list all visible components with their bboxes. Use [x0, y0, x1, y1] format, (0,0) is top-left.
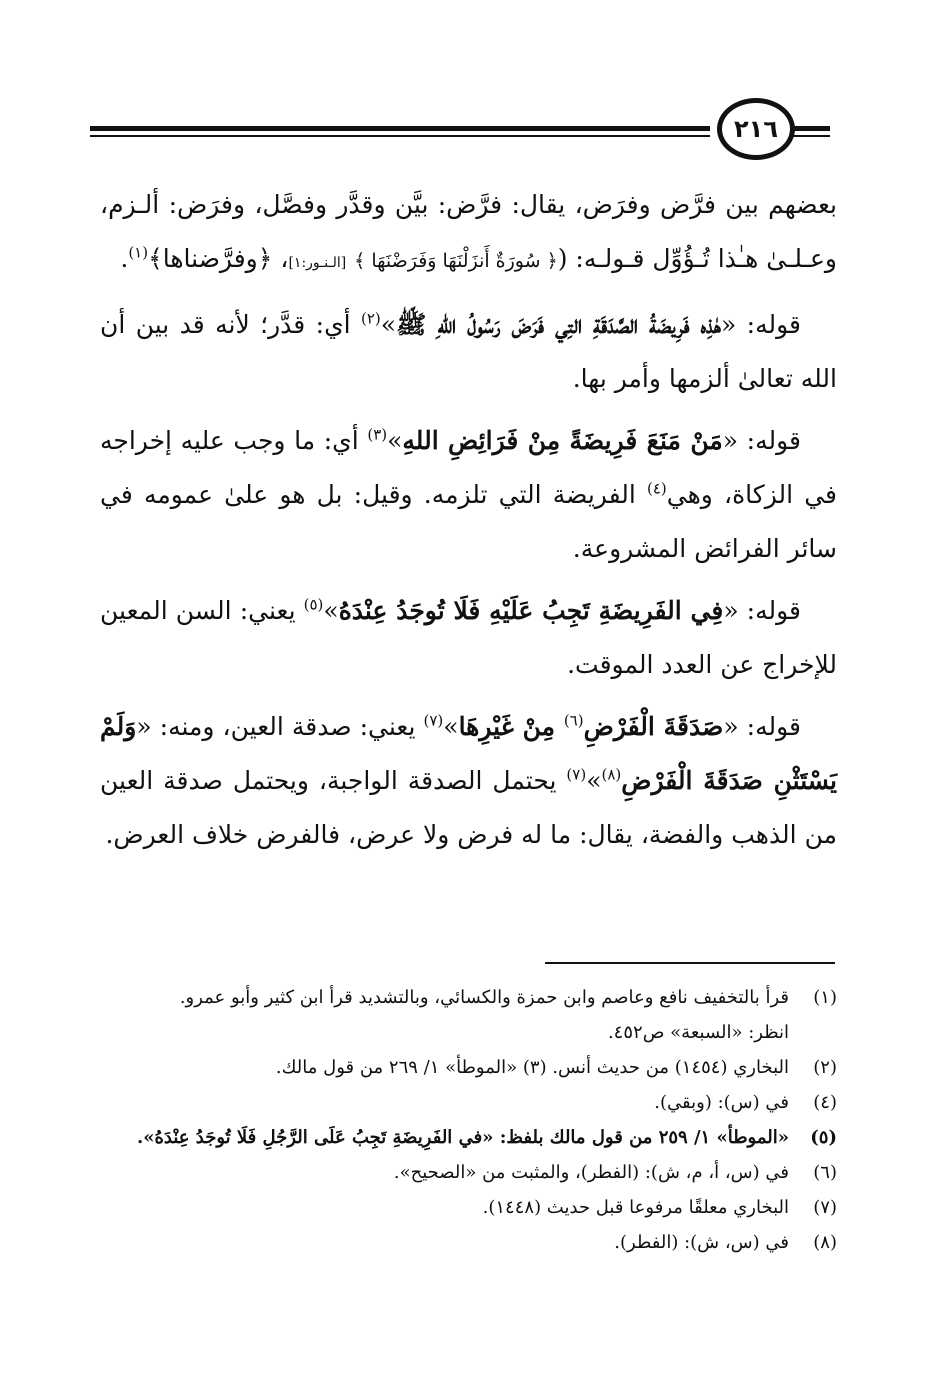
footnote-ref-7: (٧) — [423, 711, 444, 730]
footnote-number: (٢) — [813, 1057, 837, 1078]
p3-text-b: » — [387, 426, 403, 455]
footnote-number: (٨) — [813, 1232, 837, 1253]
hadith-text-2: هٰذِه فَرِيضَةُ الصَّدَقَةِ التِي فَرَضَ رَسُولُ اللهِ ﷺ — [396, 310, 721, 339]
main-text — [100, 178, 837, 870]
footnote-text: البخاري (١٤٥٤) من حديث أنس. (٣) «الموطأ» ١/ ٢٦٩ من قول مالك. — [275, 1057, 789, 1078]
footnote-number: (٥) — [810, 1127, 837, 1148]
footnote-7 — [100, 1190, 837, 1225]
p2-text-b: » — [380, 310, 397, 339]
footnote-2 — [100, 1050, 837, 1085]
footnotes — [100, 980, 837, 1260]
paragraph-2 — [100, 298, 837, 406]
p3-text-a: قوله: « — [722, 426, 801, 455]
hadith-text-4: فِي الفَرِيضَةِ تَجِبُ عَلَيْهِ فَلَا تُوجَدُ عِنْدَهُ — [338, 596, 724, 625]
p3-text-d: الفريضة التي تلزمه. وقيل: بل هو علىٰ عمومه في سائر الفرائض المشروعة. — [100, 480, 837, 563]
quran-reference: [الـنـور:١] — [288, 255, 347, 271]
footnote-ref-2: (٢) — [361, 309, 381, 328]
footnote-ref-8: (٨) — [601, 765, 622, 784]
p1-line2b: ، — [280, 244, 289, 273]
footnote-ref-1: (١) — [128, 243, 149, 262]
footnote-text: البخاري معلقًا مرفوعا قبل حديث (١٤٤٨). — [482, 1197, 789, 1218]
footnote-text: قرأ بالتخفيف نافع وعاصم وابن حمزة والكسائي، وبالتشديد قرأ ابن كثير وأبو عمرو. — [179, 987, 789, 1008]
footnote-text: في (س، أ، م، ش): (الفطر)، والمثبت من «الصحيح». — [393, 1162, 789, 1183]
footnote-number: (٤) — [813, 1092, 837, 1113]
p3-text-c: أي: ما وجب عليه إخراجه في الزكاة، وهي — [100, 426, 838, 509]
footnote-1 — [100, 980, 837, 1015]
footnote-ref-4: (٤) — [646, 479, 667, 498]
paragraph-4 — [100, 584, 837, 692]
footnote-5 — [100, 1120, 837, 1155]
footnote-4 — [100, 1085, 837, 1120]
hadith-text-3: مَنْ مَنَعَ فَرِيضَةً مِنْ فَرَائِضِ اللهِ — [402, 426, 723, 455]
page-header — [90, 96, 830, 166]
hadith-text-5c: وَلَمْ يَسْتَثْنِ صَدَقَةَ الْفَرْضِ — [100, 712, 838, 795]
header-rule-right — [790, 126, 830, 131]
paragraph-3 — [100, 414, 837, 576]
p5-text-d: » — [586, 766, 602, 795]
footnote-6 — [100, 1155, 837, 1190]
hadith-text-5a: صَدَقَةَ الْفَرْضِ — [583, 712, 724, 741]
p5-text-b: » — [443, 712, 459, 741]
footnote-number: (٦) — [813, 1162, 837, 1183]
p1-line2a: ألـزم، وعـلـىٰ هـٰذا تُـؤُوِّل قـولـه: ( — [100, 190, 837, 273]
page-number-badge — [717, 98, 795, 160]
header-rule-thin — [90, 135, 710, 137]
paragraph-5 — [100, 700, 837, 862]
footnote-text: في (س): (وبقي). — [654, 1092, 789, 1113]
p2-text-a: قوله: « — [720, 310, 801, 339]
footnote-ref-5: (٥) — [303, 595, 324, 614]
p5-text-a: قوله: « — [723, 712, 801, 741]
p4-text-a: قوله: « — [723, 596, 801, 625]
p4-text-c: يعني: السن المعين للإخراج عن العدد الموقت. — [100, 596, 837, 679]
header-rule — [90, 126, 710, 131]
p1-line3a: ﴿وفرَّضناها﴾ — [148, 244, 273, 273]
footnote-8 — [100, 1225, 837, 1260]
p1-line1: بعضهم بين فرَّض وفرَض، يقال: فرَّض: بيَّن وقدَّر وفصَّل، وفرَض: — [168, 190, 837, 219]
p1-line3b: . — [120, 244, 129, 273]
p2-text-c: أي: قدَّر؛ لأنه قد بين أن الله تعالىٰ ألزمها وأمر بها. — [100, 310, 837, 393]
header-rule-right-thin — [790, 135, 830, 137]
footnote-ref-3: (٣) — [367, 425, 388, 444]
footnote-text: في (س، ش): (الفطر). — [614, 1232, 789, 1253]
page-number: ٢١٦ — [734, 115, 778, 143]
p5-text-c: يعني: صدقة العين، ومنه: « — [136, 712, 424, 741]
p5-text-e: يحتمل الصدقة الواجبة، ويحتمل صدقة العين من الذهب والفضة، يقال: ما له فرض ولا عرض، فالفرض خلاف العرض. — [100, 766, 837, 849]
paragraph-1 — [100, 178, 837, 290]
footnote-text: «الموطأ» ١/ ٢٥٩ من قول مالك بلفظ: «في الفَرِيضَةِ تَجِبُ عَلَى الرَّجُلِ فَلَا تُوجَدُ عِنْدَهُ». — [136, 1127, 789, 1148]
footnote-separator — [545, 962, 835, 964]
footnote-ref-6: (٦) — [563, 711, 584, 730]
footnote-1-continuation: انظر: «السبعة» ص٤٥٢. — [607, 1022, 789, 1043]
quran-quote: ﴿ سُورَةٌ أَنزَلْنَهَا وَفَرَضْنَهَا ﴾ — [354, 250, 558, 272]
p4-text-b: » — [323, 596, 339, 625]
footnote-number: (١) — [813, 987, 837, 1008]
footnote-number: (٧) — [813, 1197, 837, 1218]
hadith-text-5b: مِنْ غَيْرِهَا — [458, 712, 564, 741]
footnote-ref-7b: (٧) — [566, 765, 587, 784]
